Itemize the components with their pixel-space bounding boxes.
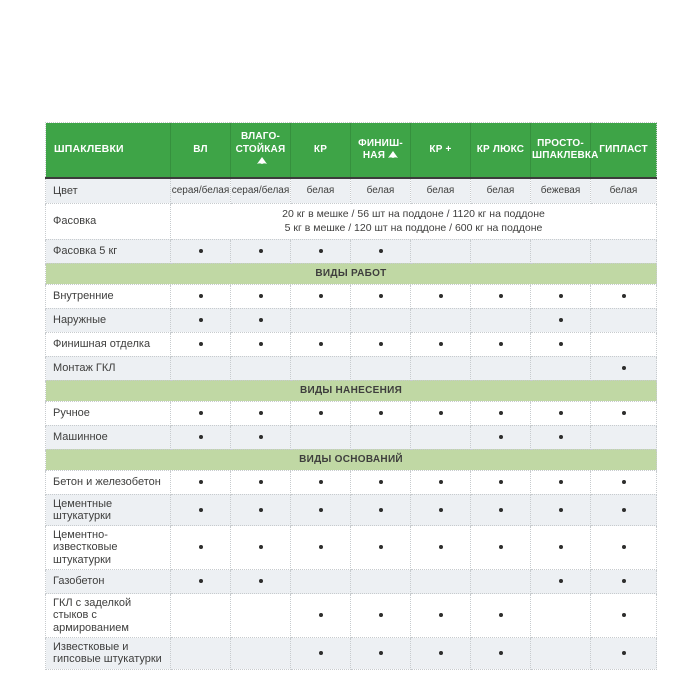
dot-cell — [411, 470, 471, 494]
dot-marker — [622, 545, 626, 549]
packaging-line: 20 кг в мешке / 56 шт на поддоне / 1120 кг на поддоне — [282, 207, 545, 220]
dot-cell — [411, 526, 471, 570]
dot-marker — [379, 508, 383, 512]
dot-cell — [171, 332, 231, 356]
dot-cell — [351, 284, 411, 308]
dot-marker — [259, 480, 263, 484]
dot-cell — [531, 638, 591, 670]
dot-cell — [291, 308, 351, 332]
dot-marker — [559, 411, 563, 415]
dot-cell — [471, 239, 531, 263]
dot-marker — [319, 545, 323, 549]
dot-cell — [591, 401, 657, 425]
dot-cell — [351, 526, 411, 570]
dot-cell — [531, 470, 591, 494]
row-label: Бетон и железобетон — [46, 470, 171, 494]
dot-marker — [259, 294, 263, 298]
row-label: Цементные штукатурки — [46, 494, 171, 526]
dot-cell — [591, 570, 657, 594]
dot-cell — [531, 401, 591, 425]
dot-cell — [171, 638, 231, 670]
dot-cell — [471, 356, 531, 380]
dot-cell — [591, 594, 657, 638]
dot-marker — [499, 545, 503, 549]
dot-marker — [379, 249, 383, 253]
section-band-label: ВИДЫ РАБОТ — [46, 263, 657, 284]
dot-cell — [411, 332, 471, 356]
dot-cell — [531, 239, 591, 263]
dot-cell — [231, 526, 291, 570]
packaging-line: 5 кг в мешке / 120 шт на поддоне / 600 кг на поддоне — [284, 222, 543, 234]
dot-cell — [471, 284, 531, 308]
dot-marker — [559, 480, 563, 484]
dot-marker — [499, 651, 503, 655]
dot-marker — [259, 249, 263, 253]
dot-cell — [531, 494, 591, 526]
table-row — [46, 401, 657, 425]
dot-marker — [199, 508, 203, 512]
table-row — [46, 594, 657, 638]
dot-cell — [231, 239, 291, 263]
dot-cell — [291, 239, 351, 263]
row-label: Наружные — [46, 308, 171, 332]
dot-cell — [531, 594, 591, 638]
dot-cell — [411, 308, 471, 332]
dot-cell — [171, 425, 231, 449]
header-cell — [351, 123, 411, 179]
dot-cell — [531, 526, 591, 570]
section-band-label: ВИДЫ ОСНОВАНИЙ — [46, 449, 657, 470]
dot-cell — [231, 470, 291, 494]
dot-marker — [559, 508, 563, 512]
dot-marker — [439, 480, 443, 484]
column-label: КР — [313, 143, 328, 155]
dot-cell — [471, 594, 531, 638]
dot-cell — [231, 332, 291, 356]
value-cell: белая — [351, 178, 411, 203]
row-label: Фасовка 5 кг — [46, 239, 171, 263]
dot-cell — [411, 425, 471, 449]
dot-cell — [231, 494, 291, 526]
dot-marker — [319, 342, 323, 346]
dot-marker — [379, 294, 383, 298]
dot-cell — [291, 470, 351, 494]
value-cell: белая — [591, 178, 657, 203]
dot-cell — [171, 401, 231, 425]
dot-cell — [411, 239, 471, 263]
dot-marker — [259, 579, 263, 583]
dot-cell — [231, 284, 291, 308]
peak-icon — [257, 156, 267, 169]
dot-marker — [199, 579, 203, 583]
dot-marker — [622, 411, 626, 415]
dot-cell — [291, 494, 351, 526]
dot-marker — [199, 294, 203, 298]
dot-cell — [231, 594, 291, 638]
dot-marker — [439, 545, 443, 549]
header-cell — [291, 123, 351, 179]
dot-cell — [351, 332, 411, 356]
dot-cell — [411, 638, 471, 670]
dot-cell — [351, 425, 411, 449]
dot-marker — [379, 613, 383, 617]
dot-marker — [319, 508, 323, 512]
dot-cell — [471, 425, 531, 449]
column-label: КР + — [429, 143, 452, 155]
dot-cell — [591, 239, 657, 263]
dot-marker — [559, 545, 563, 549]
dot-marker — [199, 318, 203, 322]
row-label: Машинное — [46, 425, 171, 449]
dot-cell — [591, 494, 657, 526]
dot-marker — [379, 651, 383, 655]
dot-cell — [351, 470, 411, 494]
column-label: КР ЛЮКС — [476, 143, 525, 155]
value-cell: бежевая — [531, 178, 591, 203]
dot-marker — [622, 294, 626, 298]
table-row — [46, 638, 657, 670]
dot-cell — [591, 638, 657, 670]
dot-marker — [559, 294, 563, 298]
dot-marker — [319, 249, 323, 253]
dot-cell — [471, 494, 531, 526]
dot-cell — [471, 401, 531, 425]
dot-marker — [499, 613, 503, 617]
dot-marker — [439, 411, 443, 415]
dot-marker — [199, 342, 203, 346]
section-band — [46, 380, 657, 401]
dot-marker — [439, 508, 443, 512]
dot-marker — [559, 342, 563, 346]
table-row — [46, 425, 657, 449]
dot-cell — [351, 638, 411, 670]
dot-marker — [499, 342, 503, 346]
dot-cell — [591, 332, 657, 356]
dot-marker — [199, 411, 203, 415]
dot-marker — [622, 480, 626, 484]
column-label: ВЛАГО-СТОЙКАЯ — [235, 131, 286, 155]
column-label: ПРОСТО-ШПАКЛЕВКА — [532, 137, 599, 161]
header-cell — [471, 123, 531, 179]
table-row — [46, 526, 657, 570]
table-row — [46, 332, 657, 356]
dot-cell — [591, 425, 657, 449]
dot-cell — [471, 638, 531, 670]
dot-cell — [291, 570, 351, 594]
dot-marker — [559, 435, 563, 439]
table-row — [46, 494, 657, 526]
dot-marker — [379, 480, 383, 484]
dot-marker — [499, 508, 503, 512]
dot-cell — [231, 638, 291, 670]
column-label: ВЛ — [193, 143, 208, 155]
value-cell: серая/белая — [231, 178, 291, 203]
dot-marker — [199, 545, 203, 549]
row-label: Цементно-известковые штукатурки — [46, 526, 171, 570]
dot-cell — [291, 594, 351, 638]
dot-cell — [531, 425, 591, 449]
row-label: Внутренние — [46, 284, 171, 308]
dot-marker — [622, 508, 626, 512]
dot-marker — [319, 294, 323, 298]
dot-marker — [259, 435, 263, 439]
dot-cell — [351, 594, 411, 638]
dot-cell — [291, 356, 351, 380]
dot-cell — [231, 308, 291, 332]
dot-marker — [499, 411, 503, 415]
table-row — [46, 570, 657, 594]
dot-cell — [411, 284, 471, 308]
dot-marker — [499, 480, 503, 484]
dot-cell — [171, 594, 231, 638]
value-cell: белая — [291, 178, 351, 203]
dot-cell — [291, 332, 351, 356]
dot-marker — [259, 411, 263, 415]
dot-cell — [471, 570, 531, 594]
value-cell: белая — [471, 178, 531, 203]
dot-cell — [471, 470, 531, 494]
dot-marker — [259, 318, 263, 322]
row-label: ГКЛ с заделкой стыков с армированием — [46, 594, 171, 638]
dot-marker — [379, 411, 383, 415]
dot-marker — [199, 249, 203, 253]
dot-marker — [439, 342, 443, 346]
packaging-cell — [171, 203, 657, 239]
dot-cell — [291, 526, 351, 570]
dot-cell — [291, 638, 351, 670]
dot-marker — [259, 342, 263, 346]
dot-cell — [351, 356, 411, 380]
dot-cell — [171, 570, 231, 594]
section-band — [46, 263, 657, 284]
header-row — [46, 123, 657, 179]
dot-cell — [531, 570, 591, 594]
dot-cell — [471, 308, 531, 332]
dot-cell — [231, 425, 291, 449]
dot-cell — [591, 470, 657, 494]
table-row — [46, 284, 657, 308]
row-label: Газобетон — [46, 570, 171, 594]
dot-cell — [171, 356, 231, 380]
dot-marker — [439, 651, 443, 655]
dot-cell — [351, 239, 411, 263]
dot-marker — [622, 613, 626, 617]
dot-cell — [291, 284, 351, 308]
dot-marker — [319, 613, 323, 617]
dot-marker — [319, 651, 323, 655]
peak-icon — [388, 150, 398, 163]
dot-cell — [531, 284, 591, 308]
row-label: Финишная отделка — [46, 332, 171, 356]
dot-marker — [622, 366, 626, 370]
section-band-label: ВИДЫ НАНЕСЕНИЯ — [46, 380, 657, 401]
putty-comparison-table — [45, 122, 657, 670]
dot-marker — [199, 480, 203, 484]
dot-cell — [171, 470, 231, 494]
dot-cell — [591, 284, 657, 308]
column-label: ФИНИШ-НАЯ — [358, 137, 403, 161]
dot-cell — [171, 239, 231, 263]
dot-marker — [379, 545, 383, 549]
dot-cell — [351, 401, 411, 425]
dot-cell — [591, 356, 657, 380]
dot-cell — [171, 284, 231, 308]
table-body — [46, 178, 657, 669]
dot-marker — [499, 435, 503, 439]
dot-cell — [291, 425, 351, 449]
dot-cell — [171, 526, 231, 570]
column-label: ГИПЛАСТ — [599, 143, 648, 155]
dot-marker — [439, 613, 443, 617]
dot-marker — [622, 651, 626, 655]
dot-marker — [259, 508, 263, 512]
row-label: Известковые и гипсовые штукатурки — [46, 638, 171, 670]
row-label: Ручное — [46, 401, 171, 425]
header-cell — [591, 123, 657, 179]
table-row — [46, 178, 657, 203]
dot-marker — [559, 318, 563, 322]
dot-marker — [199, 435, 203, 439]
table-header — [46, 123, 657, 179]
dot-marker — [319, 411, 323, 415]
dot-cell — [471, 332, 531, 356]
table-row — [46, 356, 657, 380]
dot-cell — [471, 526, 531, 570]
dot-cell — [351, 494, 411, 526]
value-cell: белая — [411, 178, 471, 203]
dot-cell — [531, 332, 591, 356]
row-label: Цвет — [46, 178, 171, 203]
table-row — [46, 470, 657, 494]
table-row — [46, 239, 657, 263]
header-cell — [411, 123, 471, 179]
dot-cell — [411, 594, 471, 638]
dot-cell — [411, 401, 471, 425]
dot-cell — [231, 401, 291, 425]
dot-cell — [291, 401, 351, 425]
dot-cell — [351, 570, 411, 594]
dot-cell — [411, 570, 471, 594]
dot-cell — [171, 308, 231, 332]
value-cell: серая/белая — [171, 178, 231, 203]
header-cell — [171, 123, 231, 179]
dot-cell — [591, 526, 657, 570]
dot-marker — [499, 294, 503, 298]
dot-marker — [259, 545, 263, 549]
header-cell — [531, 123, 599, 179]
dot-cell — [231, 356, 291, 380]
header-cell-title: ШПАКЛЕВКИ — [46, 123, 171, 179]
dot-marker — [622, 579, 626, 583]
dot-cell — [231, 570, 291, 594]
section-band — [46, 449, 657, 470]
dot-cell — [411, 494, 471, 526]
dot-marker — [319, 480, 323, 484]
dot-cell — [411, 356, 471, 380]
table-row — [46, 203, 657, 239]
table-row — [46, 308, 657, 332]
dot-cell — [351, 308, 411, 332]
dot-marker — [559, 579, 563, 583]
dot-cell — [591, 308, 657, 332]
dot-cell — [531, 308, 591, 332]
dot-marker — [379, 342, 383, 346]
header-cell — [231, 123, 291, 179]
dot-cell — [171, 494, 231, 526]
dot-marker — [439, 294, 443, 298]
dot-cell — [531, 356, 591, 380]
row-label: Фасовка — [46, 203, 171, 239]
row-label: Монтаж ГКЛ — [46, 356, 171, 380]
